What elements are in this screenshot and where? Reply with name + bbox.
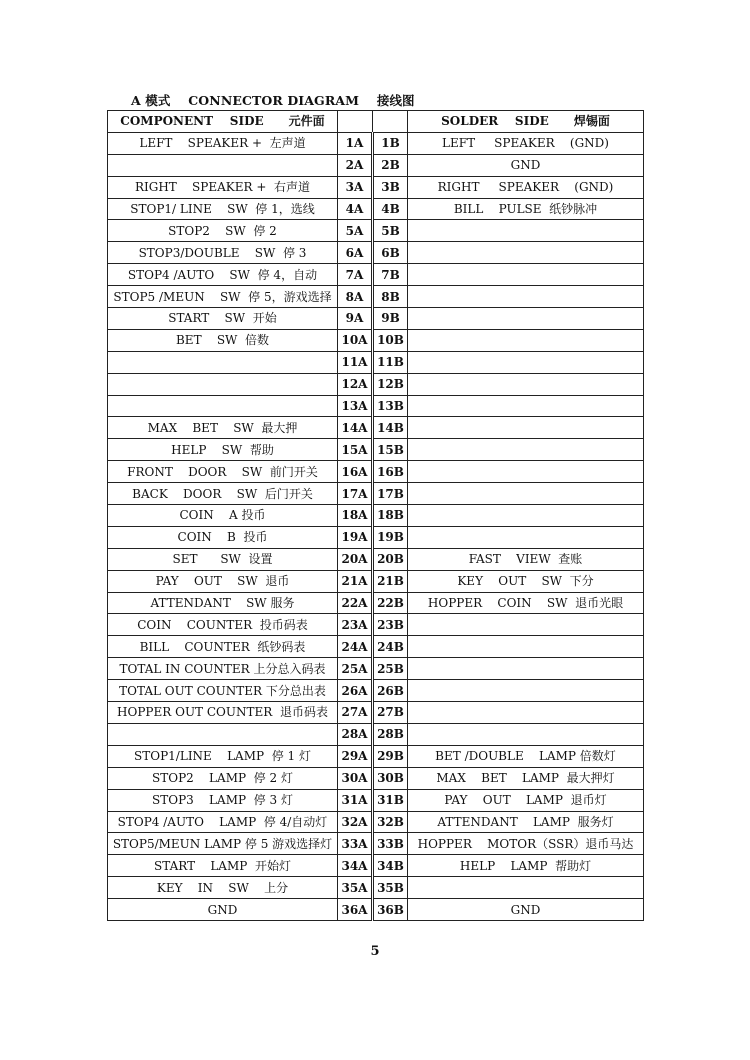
pin-a-cell: 12A bbox=[338, 373, 373, 395]
pin-a-cell: 13A bbox=[338, 395, 373, 417]
table-row bbox=[108, 505, 644, 527]
pin-a-cell: 33A bbox=[338, 833, 373, 855]
solder-cell bbox=[408, 242, 644, 264]
pin-b-cell: 33B bbox=[373, 833, 408, 855]
component-cell: LEFT SPEAKER + 左声道 bbox=[108, 132, 338, 154]
component-cell: STOP2 LAMP 停 2 灯 bbox=[108, 767, 338, 789]
solder-cell bbox=[408, 286, 644, 308]
component-cell: START LAMP 开始灯 bbox=[108, 855, 338, 877]
solder-cell bbox=[408, 308, 644, 330]
pin-a-cell: 14A bbox=[338, 417, 373, 439]
pin-b-cell: 2B bbox=[373, 154, 408, 176]
component-cell: COIN A 投币 bbox=[108, 505, 338, 527]
pin-b-cell: 15B bbox=[373, 439, 408, 461]
solder-cell: HELP LAMP 帮助灯 bbox=[408, 855, 644, 877]
table-row bbox=[108, 329, 644, 351]
component-cell bbox=[108, 395, 338, 417]
solder-cell bbox=[408, 680, 644, 702]
pin-b-cell: 18B bbox=[373, 505, 408, 527]
table-row bbox=[108, 198, 644, 220]
page-number: 5 bbox=[370, 944, 380, 959]
solder-cell bbox=[408, 658, 644, 680]
component-cell: TOTAL IN COUNTER 上分总入码表 bbox=[108, 658, 338, 680]
table-row bbox=[108, 483, 644, 505]
component-cell bbox=[108, 373, 338, 395]
pin-a-cell: 32A bbox=[338, 811, 373, 833]
table-row bbox=[108, 745, 644, 767]
component-cell bbox=[108, 351, 338, 373]
component-cell: STOP5/MEUN LAMP 停 5 游戏选择灯 bbox=[108, 833, 338, 855]
pin-a-cell: 7A bbox=[338, 264, 373, 286]
component-cell: BACK DOOR SW 后门开关 bbox=[108, 483, 338, 505]
table-row bbox=[108, 680, 644, 702]
solder-cell bbox=[408, 395, 644, 417]
component-cell: COIN B 投币 bbox=[108, 526, 338, 548]
solder-cell bbox=[408, 373, 644, 395]
component-side-header: COMPONENT SIDE 元件面 bbox=[108, 111, 338, 133]
pin-a-cell: 24A bbox=[338, 636, 373, 658]
solder-cell: KEY OUT SW 下分 bbox=[408, 570, 644, 592]
table-row bbox=[108, 723, 644, 745]
pin-a-cell: 19A bbox=[338, 526, 373, 548]
solder-cell bbox=[408, 417, 644, 439]
table-row bbox=[108, 242, 644, 264]
component-cell: STOP3/DOUBLE SW 停 3 bbox=[108, 242, 338, 264]
solder-cell bbox=[408, 526, 644, 548]
pin-a-cell: 4A bbox=[338, 198, 373, 220]
table-row bbox=[108, 395, 644, 417]
component-cell: BILL COUNTER 纸钞码表 bbox=[108, 636, 338, 658]
pin-a-cell: 18A bbox=[338, 505, 373, 527]
component-cell: BET SW 倍数 bbox=[108, 329, 338, 351]
component-cell: STOP4 /AUTO LAMP 停 4/自动灯 bbox=[108, 811, 338, 833]
pin-b-cell: 6B bbox=[373, 242, 408, 264]
pin-a-cell: 2A bbox=[338, 154, 373, 176]
pin-b-cell: 28B bbox=[373, 723, 408, 745]
solder-cell bbox=[408, 329, 644, 351]
component-cell: STOP4 /AUTO SW 停 4，自动 bbox=[108, 264, 338, 286]
table-row bbox=[108, 132, 644, 154]
table-row bbox=[108, 614, 644, 636]
pin-b-cell: 21B bbox=[373, 570, 408, 592]
solder-cell bbox=[408, 614, 644, 636]
component-cell: SET SW 设置 bbox=[108, 548, 338, 570]
pin-b-header bbox=[373, 111, 408, 133]
pin-a-cell: 3A bbox=[338, 176, 373, 198]
solder-cell: FAST VIEW 查账 bbox=[408, 548, 644, 570]
solder-cell bbox=[408, 702, 644, 724]
pin-a-cell: 5A bbox=[338, 220, 373, 242]
pin-b-cell: 14B bbox=[373, 417, 408, 439]
solder-cell bbox=[408, 351, 644, 373]
table-row bbox=[108, 220, 644, 242]
pin-b-cell: 31B bbox=[373, 789, 408, 811]
connector-table bbox=[107, 110, 644, 921]
pin-b-cell: 20B bbox=[373, 548, 408, 570]
solder-cell: LEFT SPEAKER (GND) bbox=[408, 132, 644, 154]
table-row bbox=[108, 548, 644, 570]
pin-a-cell: 26A bbox=[338, 680, 373, 702]
component-cell: STOP1/ LINE SW 停 1，选线 bbox=[108, 198, 338, 220]
pin-a-cell: 15A bbox=[338, 439, 373, 461]
connector-rows bbox=[108, 132, 644, 920]
pin-a-cell: 8A bbox=[338, 286, 373, 308]
component-cell: ATTENDANT SW 服务 bbox=[108, 592, 338, 614]
pin-a-cell: 6A bbox=[338, 242, 373, 264]
component-cell: STOP5 /MEUN SW 停 5，游戏选择 bbox=[108, 286, 338, 308]
pin-a-cell: 21A bbox=[338, 570, 373, 592]
solder-cell bbox=[408, 877, 644, 899]
table-row bbox=[108, 461, 644, 483]
table-row bbox=[108, 176, 644, 198]
table-header-row bbox=[108, 111, 644, 133]
solder-cell: RIGHT SPEAKER (GND) bbox=[408, 176, 644, 198]
pin-b-cell: 26B bbox=[373, 680, 408, 702]
diagram-heading: A 模式 CONNECTOR DIAGRAM 接线图 bbox=[131, 93, 415, 108]
solder-cell bbox=[408, 439, 644, 461]
solder-cell: GND bbox=[408, 899, 644, 921]
component-cell: MAX BET SW 最大押 bbox=[108, 417, 338, 439]
pin-b-cell: 24B bbox=[373, 636, 408, 658]
table-row bbox=[108, 286, 644, 308]
table-row bbox=[108, 833, 644, 855]
pin-a-cell: 23A bbox=[338, 614, 373, 636]
table-row bbox=[108, 417, 644, 439]
pin-b-cell: 3B bbox=[373, 176, 408, 198]
pin-b-cell: 36B bbox=[373, 899, 408, 921]
table-row bbox=[108, 855, 644, 877]
pin-b-cell: 4B bbox=[373, 198, 408, 220]
pin-b-cell: 32B bbox=[373, 811, 408, 833]
solder-cell bbox=[408, 264, 644, 286]
pin-a-cell: 34A bbox=[338, 855, 373, 877]
component-cell: TOTAL OUT COUNTER 下分总出表 bbox=[108, 680, 338, 702]
component-cell: STOP3 LAMP 停 3 灯 bbox=[108, 789, 338, 811]
pin-b-cell: 27B bbox=[373, 702, 408, 724]
component-cell: RIGHT SPEAKER + 右声道 bbox=[108, 176, 338, 198]
table-row bbox=[108, 526, 644, 548]
pin-a-cell: 20A bbox=[338, 548, 373, 570]
solder-cell bbox=[408, 636, 644, 658]
component-cell: PAY OUT SW 退币 bbox=[108, 570, 338, 592]
table-row bbox=[108, 308, 644, 330]
component-cell bbox=[108, 154, 338, 176]
pin-a-cell: 35A bbox=[338, 877, 373, 899]
pin-a-cell: 16A bbox=[338, 461, 373, 483]
component-cell: HOPPER OUT COUNTER 退币码表 bbox=[108, 702, 338, 724]
pin-b-cell: 8B bbox=[373, 286, 408, 308]
pin-a-cell: 27A bbox=[338, 702, 373, 724]
table-row bbox=[108, 264, 644, 286]
pin-a-cell: 22A bbox=[338, 592, 373, 614]
solder-cell: ATTENDANT LAMP 服务灯 bbox=[408, 811, 644, 833]
pin-a-cell: 36A bbox=[338, 899, 373, 921]
pin-b-cell: 11B bbox=[373, 351, 408, 373]
component-cell: COIN COUNTER 投币码表 bbox=[108, 614, 338, 636]
table-row bbox=[108, 702, 644, 724]
component-cell: GND bbox=[108, 899, 338, 921]
solder-cell bbox=[408, 483, 644, 505]
pin-a-cell: 25A bbox=[338, 658, 373, 680]
pin-b-cell: 23B bbox=[373, 614, 408, 636]
solder-cell bbox=[408, 723, 644, 745]
table-row bbox=[108, 789, 644, 811]
solder-cell: BET /DOUBLE LAMP 倍数灯 bbox=[408, 745, 644, 767]
pin-b-cell: 17B bbox=[373, 483, 408, 505]
table-row bbox=[108, 658, 644, 680]
pin-b-cell: 13B bbox=[373, 395, 408, 417]
component-cell: FRONT DOOR SW 前门开关 bbox=[108, 461, 338, 483]
table-row bbox=[108, 570, 644, 592]
pin-a-cell: 10A bbox=[338, 329, 373, 351]
pin-b-cell: 12B bbox=[373, 373, 408, 395]
component-cell bbox=[108, 723, 338, 745]
solder-side-header: SOLDER SIDE 焊锡面 bbox=[408, 111, 644, 133]
pin-b-cell: 25B bbox=[373, 658, 408, 680]
pin-a-cell: 29A bbox=[338, 745, 373, 767]
pin-a-cell: 9A bbox=[338, 308, 373, 330]
pin-b-cell: 29B bbox=[373, 745, 408, 767]
component-cell: START SW 开始 bbox=[108, 308, 338, 330]
component-cell: STOP2 SW 停 2 bbox=[108, 220, 338, 242]
table-row bbox=[108, 767, 644, 789]
solder-cell: BILL PULSE 纸钞脉冲 bbox=[408, 198, 644, 220]
solder-cell: MAX BET LAMP 最大押灯 bbox=[408, 767, 644, 789]
pin-b-cell: 19B bbox=[373, 526, 408, 548]
table-row bbox=[108, 636, 644, 658]
pin-b-cell: 9B bbox=[373, 308, 408, 330]
pin-a-cell: 30A bbox=[338, 767, 373, 789]
table-row bbox=[108, 439, 644, 461]
pin-b-cell: 5B bbox=[373, 220, 408, 242]
table-row bbox=[108, 373, 644, 395]
solder-cell bbox=[408, 220, 644, 242]
pin-a-cell: 28A bbox=[338, 723, 373, 745]
pin-a-cell: 1A bbox=[338, 132, 373, 154]
solder-cell: PAY OUT LAMP 退币灯 bbox=[408, 789, 644, 811]
pin-b-cell: 22B bbox=[373, 592, 408, 614]
pin-b-cell: 30B bbox=[373, 767, 408, 789]
component-cell: KEY IN SW 上分 bbox=[108, 877, 338, 899]
table-row bbox=[108, 877, 644, 899]
table-row bbox=[108, 592, 644, 614]
solder-cell: GND bbox=[408, 154, 644, 176]
pin-b-cell: 34B bbox=[373, 855, 408, 877]
table-row bbox=[108, 154, 644, 176]
solder-cell bbox=[408, 505, 644, 527]
solder-cell: HOPPER COIN SW 退币光眼 bbox=[408, 592, 644, 614]
pin-a-header bbox=[338, 111, 373, 133]
table-row bbox=[108, 811, 644, 833]
pin-b-cell: 10B bbox=[373, 329, 408, 351]
table-row bbox=[108, 899, 644, 921]
solder-cell bbox=[408, 461, 644, 483]
pin-b-cell: 1B bbox=[373, 132, 408, 154]
pin-b-cell: 7B bbox=[373, 264, 408, 286]
pin-a-cell: 17A bbox=[338, 483, 373, 505]
pin-a-cell: 11A bbox=[338, 351, 373, 373]
component-cell: HELP SW 帮助 bbox=[108, 439, 338, 461]
table-row bbox=[108, 351, 644, 373]
pin-b-cell: 35B bbox=[373, 877, 408, 899]
solder-cell: HOPPER MOTOR（SSR）退币马达 bbox=[408, 833, 644, 855]
pin-a-cell: 31A bbox=[338, 789, 373, 811]
pin-b-cell: 16B bbox=[373, 461, 408, 483]
component-cell: STOP1/LINE LAMP 停 1 灯 bbox=[108, 745, 338, 767]
